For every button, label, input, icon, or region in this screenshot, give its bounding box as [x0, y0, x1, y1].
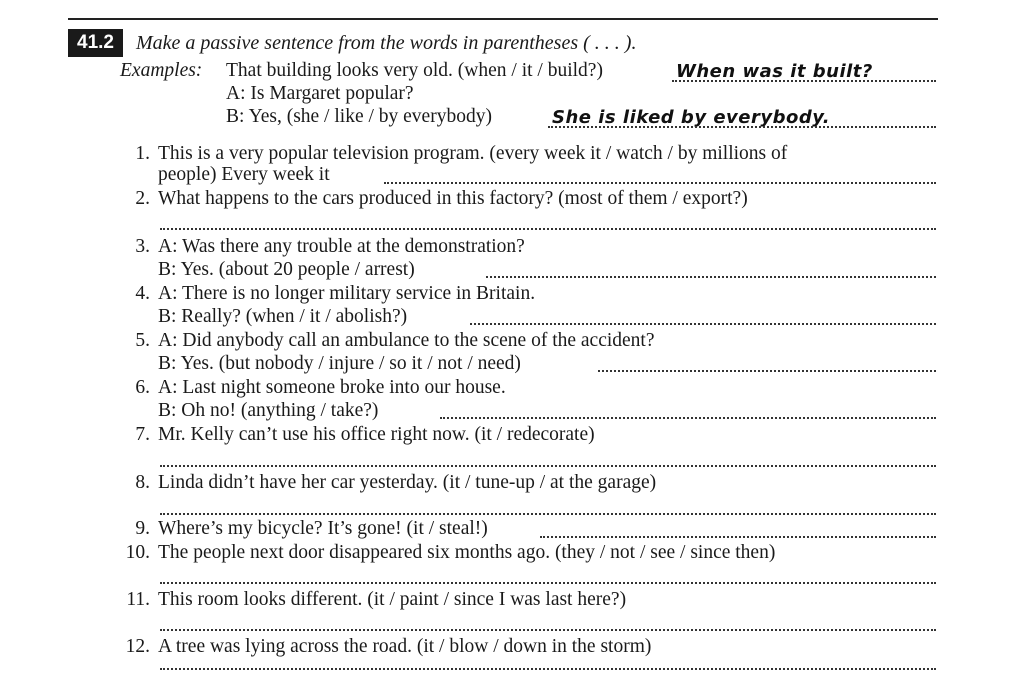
item-2-number: 2.	[135, 188, 150, 209]
item-11-number: 11.	[126, 589, 150, 610]
item-4-b: B: Really? (when / it / abolish?)	[158, 306, 408, 327]
example-2-b: B: Yes, (she / like / by everybody)	[226, 106, 492, 127]
item-9-number: 9.	[135, 518, 150, 539]
item-8-line-1: Linda didn’t have her car yesterday. (it / tune-up / at the garage)	[158, 472, 657, 493]
item-3-number: 3.	[135, 236, 150, 257]
example-1-answer-line	[672, 80, 936, 82]
item-5-a: A: Did anybody call an ambulance to the scene of the accident?	[158, 330, 655, 351]
item-1-line-2: people) Every week it	[158, 164, 330, 185]
item-5-answer-line[interactable]	[598, 370, 936, 372]
item-3-a: A: Was there any trouble at the demonstration?	[158, 236, 525, 257]
item-8-number: 8.	[135, 472, 150, 493]
item-10-line-1: The people next door disappeared six months ago. (they / not / see / since then)	[158, 542, 776, 563]
item-9-line-1: Where’s my bicycle? It’s gone! (it / steal!)	[158, 518, 488, 539]
item-8-answer-line[interactable]	[160, 513, 936, 515]
example-2-answer-line	[548, 126, 936, 128]
exercise-number-badge: 41.2	[68, 29, 123, 57]
top-rule	[68, 18, 938, 20]
item-10-answer-line[interactable]	[160, 582, 936, 584]
item-12-line-1: A tree was lying across the road. (it / blow / down in the storm)	[158, 636, 652, 657]
item-1-line-1: This is a very popular television program. (every week it / watch / by millions of	[158, 143, 788, 164]
item-6-a: A: Last night someone broke into our house.	[158, 377, 506, 398]
item-6-answer-line[interactable]	[440, 417, 936, 419]
item-11-line-1: This room looks different. (it / paint / since I was last here?)	[158, 589, 627, 610]
item-7-answer-line[interactable]	[160, 465, 936, 467]
item-4-answer-line[interactable]	[470, 323, 936, 325]
item-3-answer-line[interactable]	[486, 276, 936, 278]
item-9-answer-line[interactable]	[540, 536, 936, 538]
item-3-b: B: Yes. (about 20 people / arrest)	[158, 259, 415, 280]
item-10-number: 10.	[125, 542, 150, 563]
item-6-b: B: Oh no! (anything / take?)	[158, 400, 379, 421]
example-2-answer: She is liked by everybody.	[552, 107, 831, 128]
item-2-line-1: What happens to the cars produced in this factory? (most of them / export?)	[158, 188, 748, 209]
item-12-answer-line[interactable]	[160, 668, 936, 670]
item-7-line-1: Mr. Kelly can’t use his office right now. (it / redecorate)	[158, 424, 595, 445]
item-7-number: 7.	[135, 424, 150, 445]
item-5-b: B: Yes. (but nobody / injure / so it / not / need)	[158, 353, 521, 374]
item-1-number: 1.	[135, 143, 150, 164]
item-1-answer-line[interactable]	[384, 182, 936, 184]
item-4-number: 4.	[135, 283, 150, 304]
example-2-a: A: Is Margaret popular?	[226, 83, 414, 104]
examples-label: Examples:	[120, 60, 203, 81]
item-2-answer-line[interactable]	[160, 228, 936, 230]
item-4-a: A: There is no longer military service in Britain.	[158, 283, 536, 304]
example-1-prompt: That building looks very old. (when / it / build?)	[226, 60, 603, 81]
exercise-instruction: Make a passive sentence from the words in parentheses ( . . . ).	[136, 32, 637, 54]
item-12-number: 12.	[125, 636, 150, 657]
item-5-number: 5.	[135, 330, 150, 351]
item-6-number: 6.	[135, 377, 150, 398]
example-1-answer: When was it built?	[676, 61, 873, 82]
item-11-answer-line[interactable]	[160, 629, 936, 631]
